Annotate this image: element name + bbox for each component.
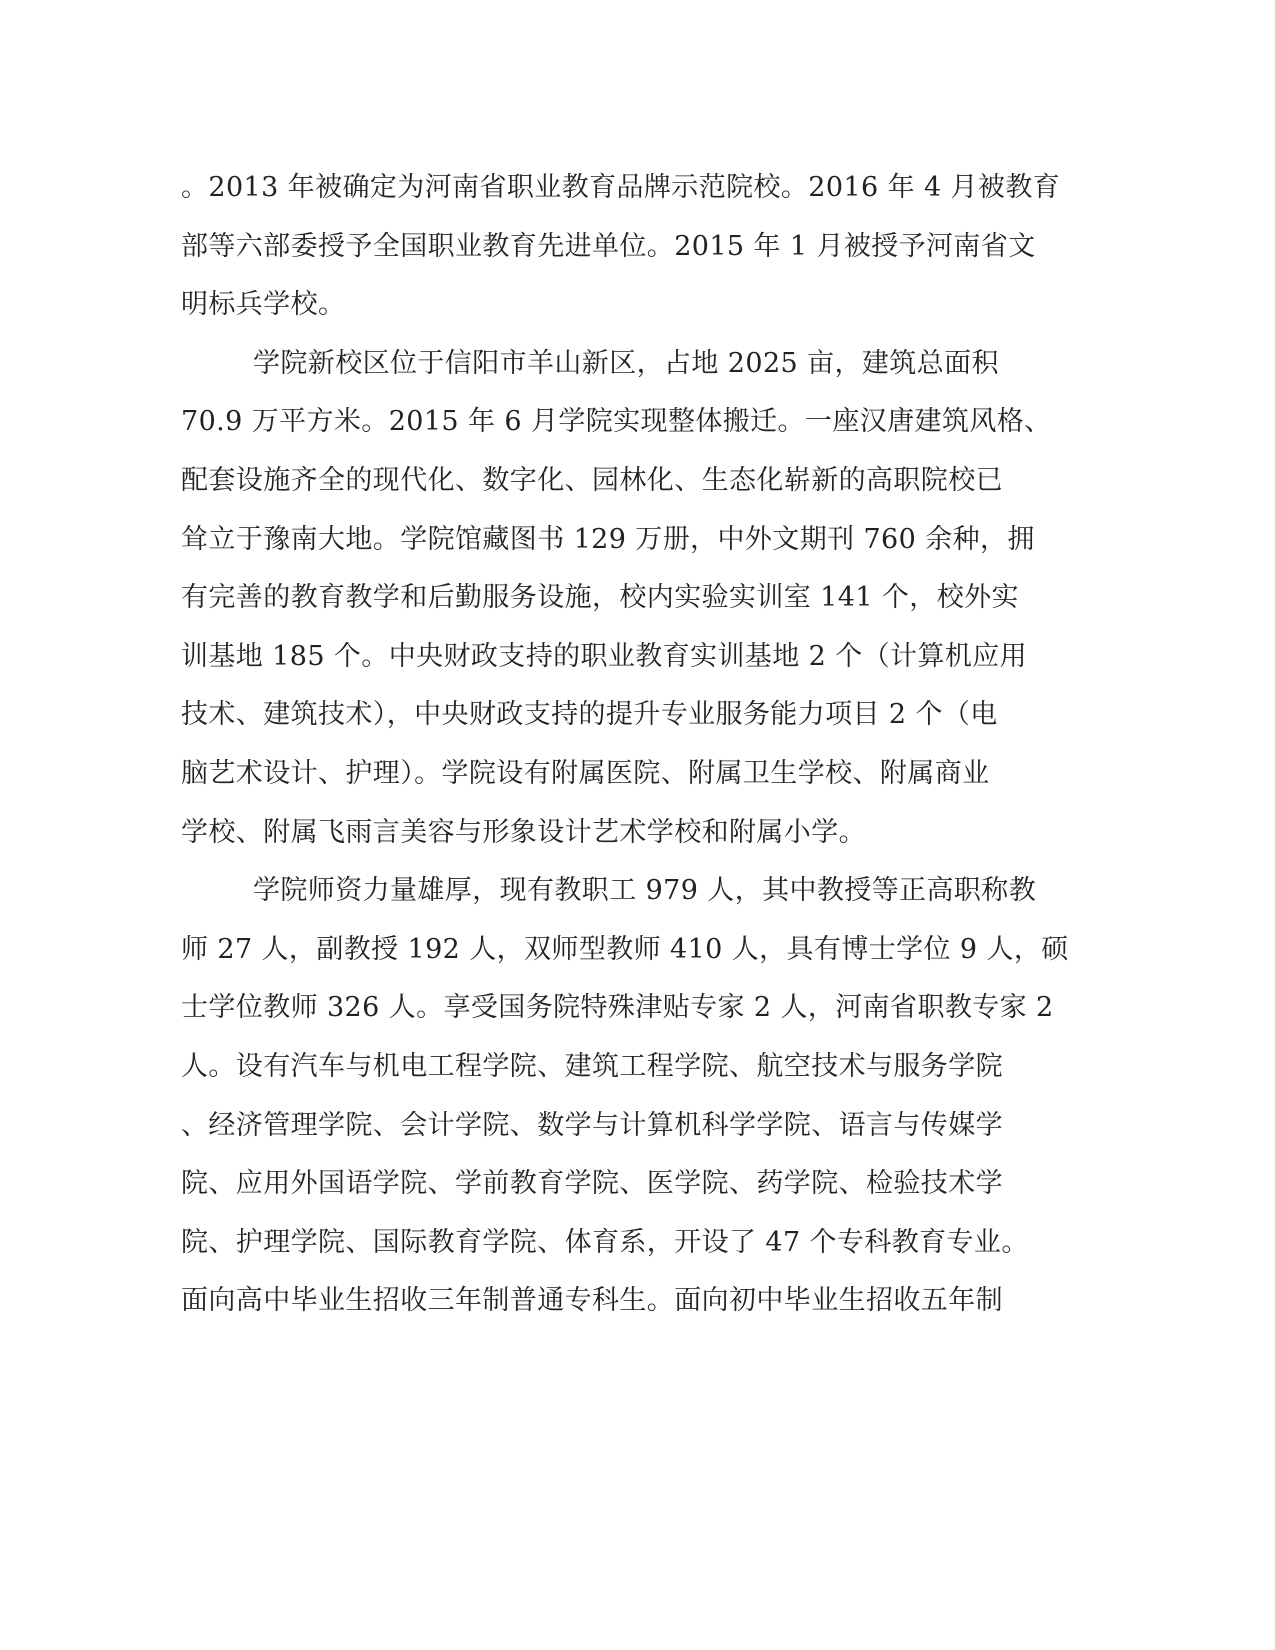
paragraph-2-line-2: 70.9 万平方米。2015 年 6 月学院实现整体搬迁。一座汉唐建筑风格、 <box>181 406 1052 438</box>
paragraph-3-line-6: 院、应用外国语学院、学前教育学院、医学院、药学院、检验技术学 <box>181 1168 1003 1200</box>
paragraph-3-line-7: 院、护理学院、国际教育学院、体育系，开设了 47 个专科教育专业。 <box>181 1226 1029 1258</box>
paragraph-2-line-4: 耸立于豫南大地。学院馆藏图书 129 万册，中外文期刊 760 余种，拥 <box>181 523 1035 555</box>
paragraph-3-line-3: 士学位教师 326 人。享受国务院特殊津贴专家 2 人，河南省职教专家 2 <box>181 992 1054 1024</box>
paragraph-3-line-4: 人。设有汽车与机电工程学院、建筑工程学院、航空技术与服务学院 <box>181 1050 1003 1082</box>
paragraph-1-line-3: 明标兵学校。 <box>181 289 346 321</box>
paragraph-3-line-8: 面向高中毕业生招收三年制普通专科生。面向初中毕业生招收五年制 <box>181 1285 1003 1317</box>
paragraph-2-line-7: 技术、建筑技术），中央财政支持的提升专业服务能力项目 2 个（电 <box>181 699 998 731</box>
paragraph-2-line-9: 学校、附属飞雨言美容与形象设计艺术学校和附属小学。 <box>181 816 866 848</box>
paragraph-1-line-1: 。2013 年被确定为河南省职业教育品牌示范院校。2016 年 4 月被教育 <box>181 172 1061 203</box>
paragraph-2-line-8: 脑艺术设计、护理）。学院设有附属医院、附属卫生学校、附属商业 <box>181 757 990 789</box>
paragraph-3-line-2: 师 27 人，副教授 192 人，双师型教师 410 人，具有博士学位 9 人，硕 <box>181 933 1069 965</box>
paragraph-2-line-3: 配套设施齐全的现代化、数字化、园林化、生态化崭新的高职院校已 <box>181 464 1003 496</box>
paragraph-3-line-5: 、经济管理学院、会计学院、数学与计算机科学学院、语言与传媒学 <box>181 1109 1003 1141</box>
paragraph-2-line-6: 训基地 185 个。中央财政支持的职业教育实训基地 2 个（计算机应用 <box>181 640 1028 672</box>
paragraph-3-line-1: 学院师资力量雄厚，现有教职工 979 人，其中教授等正高职称教 <box>253 875 1037 907</box>
body-text <box>181 159 1069 1331</box>
paragraph-2-line-1: 学院新校区位于信阳市羊山新区，占地 2025 亩，建筑总面积 <box>253 347 999 379</box>
paragraph-1-line-2: 部等六部委授予全国职业教育先进单位。2015 年 1 月被授予河南省文 <box>181 230 1036 262</box>
paragraph-2-line-5: 有完善的教育教学和后勤服务设施，校内实验实训室 141 个，校外实 <box>181 582 1019 614</box>
